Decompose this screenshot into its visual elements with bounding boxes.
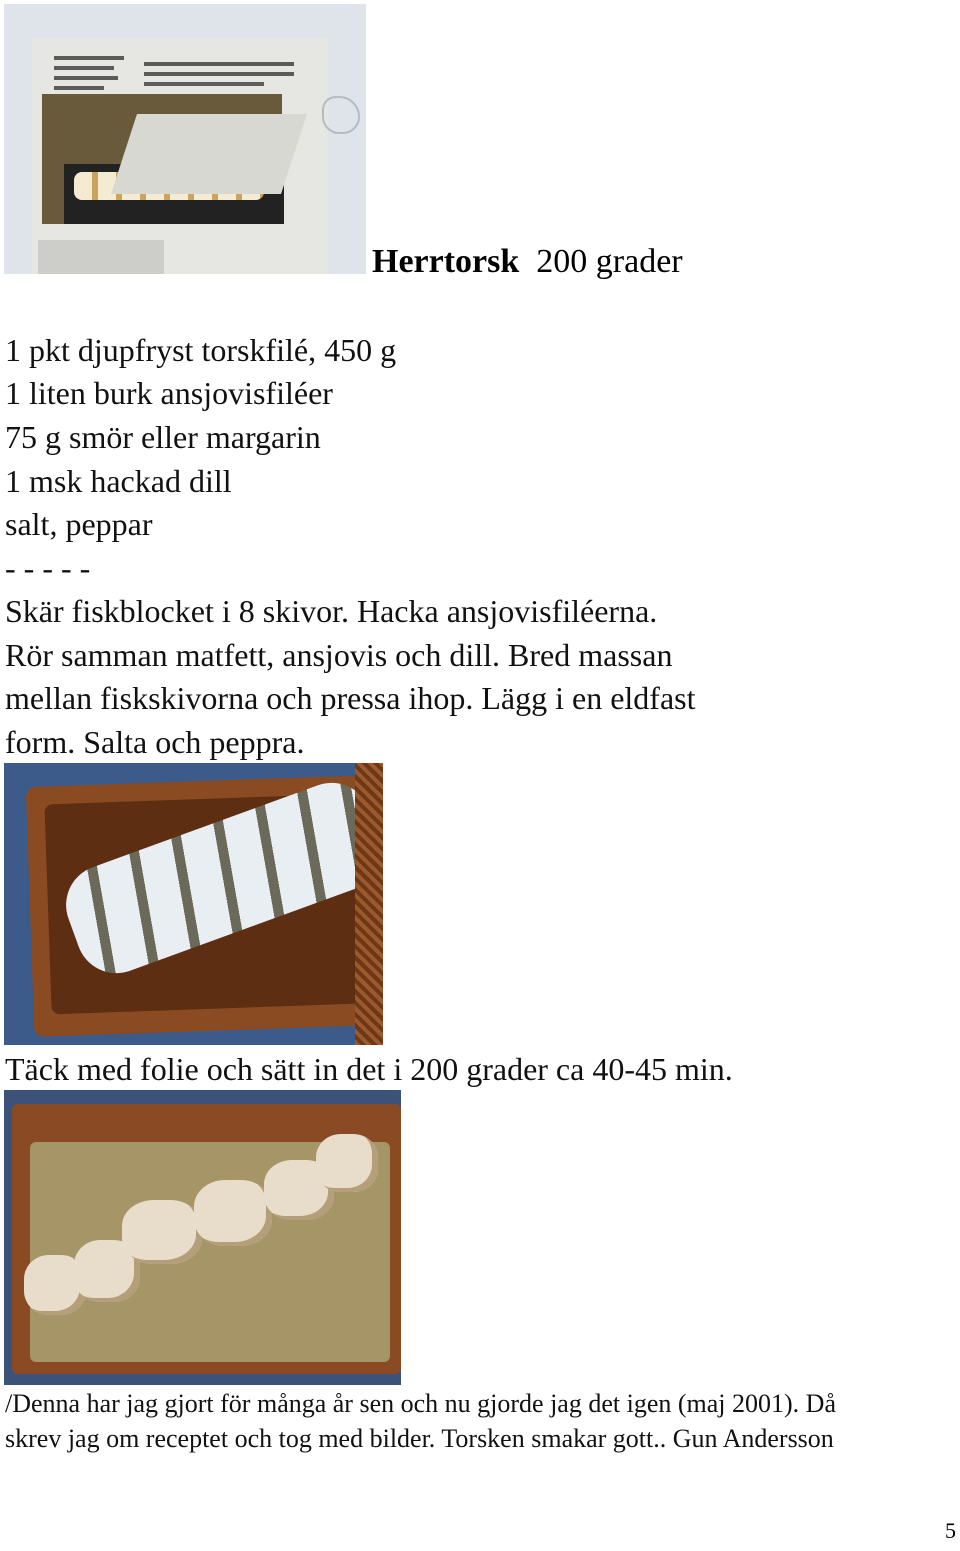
ingredient-line: salt, peppar	[5, 506, 153, 542]
bake-instruction: Täck med folie och sätt in det i 200 grader ca 40-45 min.	[5, 1051, 733, 1087]
cooked-fish-photo	[4, 1090, 401, 1385]
recipe-name: Herrtorsk	[372, 243, 520, 280]
recipe-title	[372, 242, 683, 282]
instruction-line: form. Salta och peppra.	[5, 724, 305, 760]
raw-fish-photo	[4, 763, 383, 1045]
note-line: skrev jag om receptet och tog med bilder. Torsken smakar gott.. Gun Andersson	[5, 1424, 834, 1453]
ingredient-line: 75 g smör eller margarin	[5, 419, 321, 455]
instruction-line: mellan fiskskivorna och pressa ihop. Lägg i en eldfast	[5, 680, 696, 716]
instruction-line: Skär fiskblocket i 8 skivor. Hacka ansjovisfiléerna.	[5, 593, 658, 629]
note-line: /Denna har jag gjort för många år sen och nu gjorde jag det igen (maj 2001). Då	[5, 1389, 836, 1418]
recipe-card-photo	[4, 4, 366, 274]
ingredient-line: 1 msk hackad dill	[5, 463, 232, 499]
recipe-temperature: 200 grader	[536, 243, 683, 280]
separator: - - - - -	[5, 550, 91, 586]
instruction-line: Rör samman matfett, ansjovis och dill. Bred massan	[5, 637, 673, 673]
page-number: 5	[945, 1518, 956, 1543]
ingredient-line: 1 pkt djupfryst torskfilé, 450 g	[5, 332, 397, 368]
ingredient-line: 1 liten burk ansjovisfiléer	[5, 375, 333, 411]
